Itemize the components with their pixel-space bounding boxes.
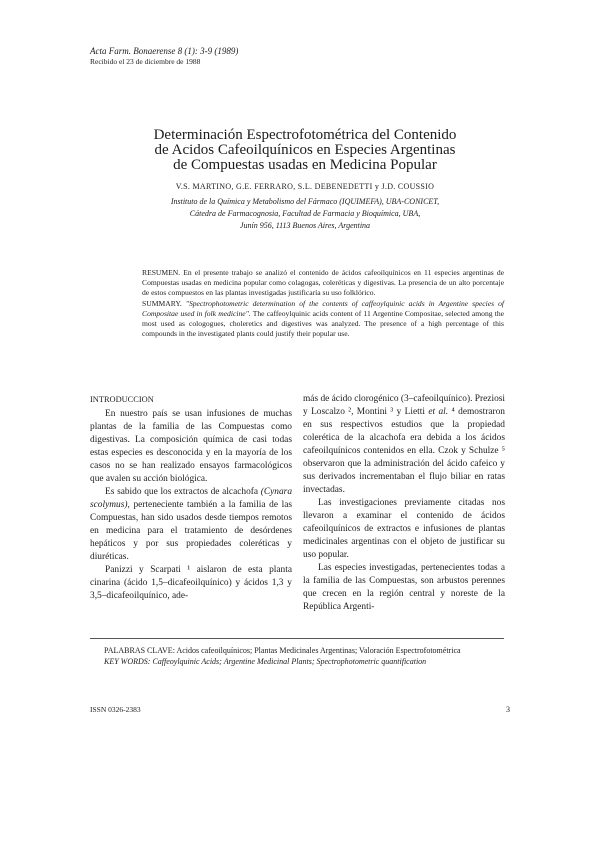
abstract xyxy=(142,268,504,339)
text-run: Es sabido que los extractos de alcachofa xyxy=(105,487,259,497)
text-run: perteneciente también a la familia de las Compuestas, han sido usados desde tiempos remotos en medicina para el tratamiento de desórdenes hepáticos y por sus propiedades coleréticas y diuréticas. xyxy=(90,500,292,562)
paragraph: Panizzi y Scarpati ¹ aislaron de esta planta cinarina (ácido 1,5–dicafeoilquínico) y ácidos 1,3 y 3,5–dicafeoilquínico, ade- xyxy=(90,565,292,601)
section-heading: INTRODUCCION xyxy=(90,395,154,404)
keywords-spanish: PALABRAS CLAVE: Acidos cafeoilquínicos; Plantas Medicinales Argentinas; Valoración Espectrofotométrica xyxy=(104,646,461,655)
received-date: Recibido el 23 de diciembre de 1988 xyxy=(90,57,201,66)
summary-label: SUMMARY. xyxy=(142,298,182,308)
paragraph xyxy=(303,393,505,497)
summary-body: The caffeoylquinic acids content of 11 Argentine Compositae, selected among the most used as cologogues, choleretics and digestives was analyzed. The presence of a high percentage of this compounds in the investigated plants could justify their popular use. xyxy=(142,308,505,339)
summary xyxy=(142,299,504,340)
text-run: más de ácido clorogénico (3–cafeoilquínico). Preziosi y Loscalzo ², Montini ³ y Lietti xyxy=(303,394,506,417)
divider xyxy=(90,638,504,639)
affiliation-line-3: Junín 956, 1113 Buenos Aires, Argentina xyxy=(239,221,371,230)
text-run: ⁴ demostraron en sus respectivos estudios que la propiedad colerética de la alcachofa era debida a los ácidos cafeoilquínicos contenidos en ella. Czok y Schulze ⁵ observaron que la administración del ácido cafeico y sus derivados incrementaban el flujo biliar en ratas invectadas. xyxy=(303,407,505,495)
page-number: 3 xyxy=(506,705,510,714)
paragraph xyxy=(90,486,292,564)
paragraph: Las especies investigadas, pertenecientes todas a la familia de las Compuestas, son arbustos perennes que crecen en la región central y noreste de la República Argenti- xyxy=(303,563,505,612)
author-list: V.S. MARTINO, G.E. FERRARO, S.L. DEBENEDETTI y J.D. COUSSIO xyxy=(175,182,435,191)
body-column-right xyxy=(303,393,505,614)
keywords-english: KEY WORDS: Caffeoylquinic Acids; Argentine Medicinal Plants; Spectrophotometric quantification xyxy=(104,656,427,666)
body-column-left xyxy=(90,393,292,603)
journal-citation: Acta Farm. Bonaerense 8 (1): 3-9 (1989) xyxy=(90,46,239,56)
summary-title: "Spectrophotometric determination of the contents of caffeoylquinic acids in Argentine species of Compositae used in folk medicine". xyxy=(142,298,504,318)
title-line-3: de Compuestas usadas en Medicina Popular xyxy=(173,157,437,173)
affiliation-line-1: Instituto de la Química y Metabolismo del Fármaco (IQUIMEFA), UBA-CONICET, xyxy=(170,197,440,206)
issn: ISSN 0326-2383 xyxy=(90,705,141,714)
keywords xyxy=(104,646,504,667)
resumen: RESUMEN. En el presente trabajo se analizó el contenido de ácidos cafeoilquínicos en 11 especies argentinas de Compuestas usadas en medicina popular como colagogas, coleréticas y digestivas. La presencia de un alto porcentaje de estos compuestos en las plantas investigadas justificaría su uso folklórico. xyxy=(142,268,504,298)
paragraph: Las investigaciones previamente citadas nos llevaron a examinar el contenido de ácidos cafeoilquínicos de extractos e infusiones de plantas medicinales argentinas con el objeto de justificar su uso popular. xyxy=(303,498,505,560)
affiliation-line-2: Cátedra de Farmacognosia, Facultad de Farmacia y Bioquímica, UBA, xyxy=(189,209,421,218)
text-run-italic: et al. xyxy=(428,407,449,417)
title-line-1: Determinación Espectrofotométrica del Contenido xyxy=(153,127,457,143)
title-line-2: de Acidos Cafeoilquínicos en Especies Argentinas xyxy=(154,142,456,158)
species-name: (Cynara scolymus), xyxy=(90,487,293,510)
paragraph: En nuestro país se usan infusiones de muchas plantas de la familia de las Compuestas como digestivas. La composición química de casi todas estas especies es desconocida y en la mayoría de los casos no se han realizado ensayos farmacológicos que avalen su acción biológica. xyxy=(90,409,292,484)
affiliation xyxy=(120,196,490,232)
paper-title xyxy=(120,128,490,173)
